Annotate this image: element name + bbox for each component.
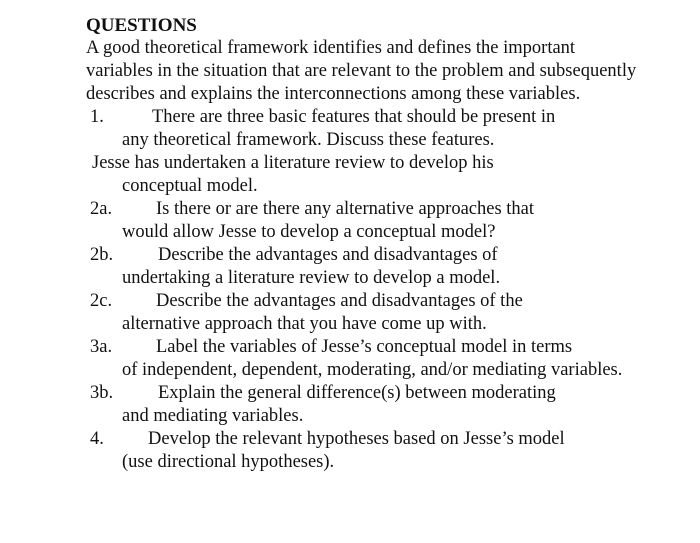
question-text-continuation: of independent, dependent, moderating, and/or mediating variables. (122, 360, 623, 380)
question-text-first-line: Explain the general difference(s) between moderating (158, 383, 556, 403)
question-2b (86, 244, 646, 290)
question-text-continuation: alternative approach that you have come up with. (122, 314, 487, 334)
question-text-first-line: Is there or are there any alternative approaches that (156, 199, 535, 219)
question-number: 2a. (90, 199, 113, 219)
question-text-continuation: and mediating variables. (122, 406, 304, 426)
page-title: QUESTIONS (86, 15, 197, 36)
question-text-first-line: Describe the advantages and disadvantages of the (156, 291, 523, 311)
question-number: 3a. (90, 337, 113, 357)
question-text-first-line: There are three basic features that should be present in (152, 107, 556, 127)
question-text-continuation: would allow Jesse to develop a conceptual model? (122, 222, 496, 242)
question-text-continuation: undertaking a literature review to develop a model. (122, 268, 501, 288)
question-number: 1. (90, 107, 104, 127)
intro-paragraph: A good theoretical framework identifies and defines the important variables in the situation that are relevant to the problem and subsequently describes and explains the interconnections among these variables. (86, 38, 637, 104)
question-3b (86, 382, 646, 428)
question-text-first-line: Label the variables of Jesse’s conceptual model in terms (156, 337, 573, 357)
question-text-continuation: (use directional hypotheses). (122, 452, 335, 472)
questions-document (86, 14, 646, 474)
context-text-first-line: Jesse has undertaken a literature review to develop his (92, 153, 494, 173)
question-number: 2c. (90, 291, 113, 311)
question-1 (86, 106, 646, 152)
question-text-first-line: Develop the relevant hypotheses based on Jesse’s model (148, 429, 565, 449)
question-number: 2b. (90, 245, 114, 265)
case-context (86, 152, 646, 198)
question-number: 3b. (90, 383, 114, 403)
question-text-continuation: any theoretical framework. Discuss these features. (122, 130, 495, 150)
question-number: 4. (90, 429, 104, 449)
question-2c (86, 290, 646, 336)
question-text-first-line: Describe the advantages and disadvantages of (158, 245, 498, 265)
context-text-continuation: conceptual model. (122, 176, 258, 196)
question-3a (86, 336, 646, 382)
question-4 (86, 428, 646, 474)
question-2a (86, 198, 646, 244)
